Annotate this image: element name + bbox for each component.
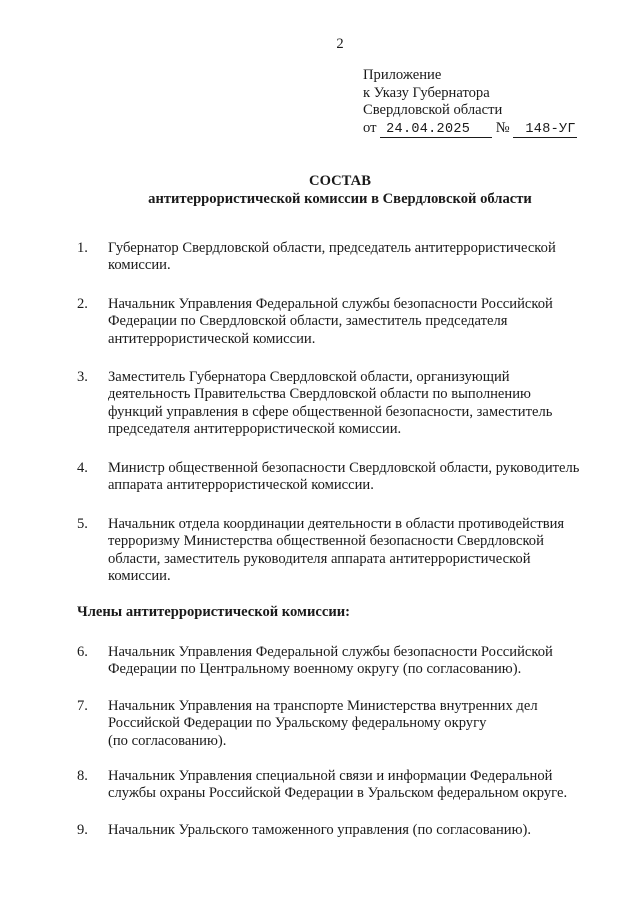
item-line: председателя антитеррористической комиссии. (108, 421, 402, 438)
list-item (77, 516, 617, 586)
item-number: 9. (77, 822, 88, 838)
list-item (77, 768, 617, 803)
item-number: 6. (77, 644, 88, 660)
list-item (77, 698, 617, 750)
item-line: Начальник Управления на транспорте Министерства внутренних дел (108, 698, 538, 714)
item-text (108, 644, 617, 679)
decree-number: 148-УГ (513, 123, 577, 138)
item-number: 4. (77, 460, 88, 476)
item-text (108, 822, 617, 839)
page-number: 2 (336, 36, 344, 52)
list-item (77, 460, 617, 495)
item-line: Федерации по Свердловской области, заместитель председателя (108, 313, 508, 330)
appendix-block (363, 67, 577, 138)
item-text (108, 516, 617, 586)
item-line: Начальник отдела координации деятельности в области противодействия (108, 516, 565, 532)
item-text (108, 768, 617, 803)
list-item (77, 296, 617, 348)
appendix-line-1: Приложение (363, 67, 442, 83)
item-number: 3. (77, 369, 88, 385)
item-line: комиссии. (108, 568, 171, 585)
appendix-line-2: к Указу Губернатора (363, 84, 490, 101)
item-line: Начальник Уральского таможенного управления (по согласованию). (108, 822, 532, 838)
item-text (108, 369, 617, 439)
item-line: области, заместитель руководителя аппарата антитеррористической (108, 550, 531, 567)
members-heading: Члены антитеррористической комиссии: (77, 604, 351, 620)
item-text (108, 460, 617, 495)
item-line: функций управления в сфере общественной безопасности, заместитель (108, 403, 553, 420)
item-line: Губернатор Свердловской области, председатель антитеррористической (108, 240, 556, 256)
item-line: терроризму Министерства общественной безопасности Свердловской (108, 533, 544, 550)
list-item (77, 369, 617, 439)
item-number: 1. (77, 240, 88, 256)
item-number: 7. (77, 698, 88, 714)
item-line: аппарата антитеррористической комиссии. (108, 477, 374, 494)
item-line: Заместитель Губернатора Свердловской области, организующий (108, 369, 510, 385)
item-text (108, 240, 617, 275)
item-line: (по согласованию). (108, 732, 227, 749)
item-number: 2. (77, 296, 88, 312)
appendix-date-line (363, 120, 577, 138)
item-line: антитеррористической комиссии. (108, 330, 316, 347)
item-line: комиссии. (108, 257, 171, 274)
decree-date: 24.04.2025 (380, 123, 492, 138)
list-item (77, 822, 617, 839)
date-prefix: от (363, 119, 377, 136)
list-item (77, 644, 617, 679)
item-number: 5. (77, 516, 88, 532)
item-number: 8. (77, 768, 88, 784)
document-subtitle: антитеррористической комиссии в Свердловской области (148, 191, 532, 207)
list-item (77, 240, 617, 275)
item-text (108, 296, 617, 348)
item-line: Начальник Управления Федеральной службы безопасности Российской (108, 644, 553, 660)
item-line: Начальник Управления Федеральной службы безопасности Российской (108, 296, 553, 312)
item-line: службы охраны Российской Федерации в Уральском федеральном округе. (108, 785, 568, 802)
number-sign: № (495, 119, 510, 136)
item-line: Министр общественной безопасности Свердловской области, руководитель (108, 460, 580, 476)
appendix-line-3: Свердловской области (363, 102, 503, 118)
document-title: СОСТАВ (309, 173, 371, 189)
item-text (108, 698, 617, 750)
item-line: деятельность Правительства Свердловской области по выполнению (108, 386, 531, 403)
item-line: Российской Федерации по Уральскому федеральному округу (108, 715, 487, 732)
item-line: Федерации по Центральному военному округу (по согласованию). (108, 661, 522, 678)
item-line: Начальник Управления специальной связи и информации Федеральной (108, 768, 553, 784)
